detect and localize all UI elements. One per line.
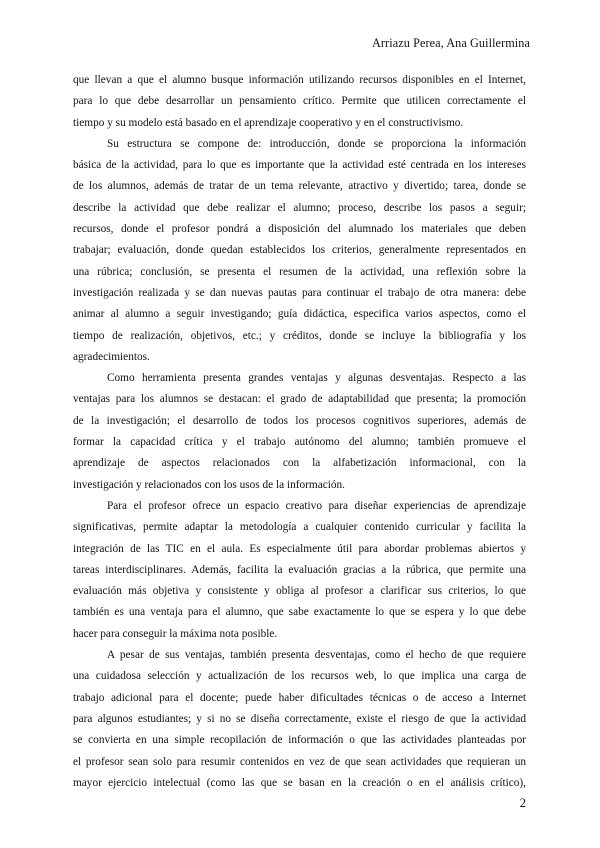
text-line: una rúbrica; conclusión, se presenta el resumen de la actividad, una reflexión sobre la	[73, 265, 526, 278]
text-line: mayor ejercicio intelectual (como las que se basan en la creación o en el análisis crítico),	[73, 776, 526, 789]
text-line: formar la capacidad crítica y el trabajo autónomo del alumno; también promueve el	[73, 436, 526, 449]
text-line: aprendizaje de aspectos relacionados con la alfabetización informacional, con la	[73, 457, 526, 470]
text-line: también es una ventaja para el alumno, que sabe exactamente lo que se espera y lo que debe	[73, 606, 526, 619]
text-line: para algunos estudiantes; y si no se diseña correctamente, existe el riesgo de que la actividad	[73, 712, 526, 725]
text-line: significativas, permite adaptar la metodología a cualquier contenido curricular y facilita la	[73, 521, 526, 534]
running-header-author: Arriazu Perea, Ana Guillermina	[372, 36, 530, 50]
paragraph	[73, 70, 526, 134]
body-text	[73, 70, 526, 794]
text-line: recursos, donde el profesor pondrá a disposición del alumnado los materiales que deben	[73, 223, 526, 236]
text-line: integración de las TIC en el aula. Es especialmente útil para abordar problemas abiertos y	[73, 542, 526, 555]
text-line: investigación realizada y se dan nuevas pautas para continuar el trabajo de otra manera: debe	[73, 286, 526, 299]
paragraph	[73, 645, 526, 794]
text-line: trabajo adicional para el docente; puede haber dificultades técnicas o de acceso a Internet	[73, 691, 526, 704]
text-line: animar al alumno a seguir investigando; guía didáctica, especifica varios aspectos, como el	[73, 308, 526, 321]
text-line: describe la actividad que debe realizar el alumno; proceso, describe los pasos a seguir;	[73, 201, 526, 214]
paragraph	[73, 134, 526, 368]
text-line: que llevan a que el alumno busque información utilizando recursos disponibles en el Internet,	[73, 74, 526, 86]
text-line: para lo que debe desarrollar un pensamiento crítico. Permite que utilicen correctamente el	[73, 95, 526, 108]
text-line: trabajar; evaluación, donde quedan establecidos los criterios, generalmente representados en	[73, 244, 526, 257]
text-line: tiempo y su modelo está basado en el aprendizaje cooperativo y en el constructivismo.	[73, 116, 464, 129]
paragraph	[73, 496, 526, 645]
text-line: tiempo de realización, objetivos, etc.; y créditos, donde se incluye la bibliografía y los	[73, 329, 526, 342]
text-line: ventajas para los alumnos se destacan: el grado de adaptabilidad que presenta; la promoción	[73, 393, 526, 406]
text-line: Para el profesor ofrece un espacio creativo para diseñar experiencias de aprendizaje	[107, 499, 526, 512]
text-line: el profesor sean solo para resumir contenidos en vez de que sean actividades que requieran un	[73, 755, 526, 768]
text-line: Como herramienta presenta grandes ventajas y algunas desventajas. Respecto a las	[107, 372, 526, 385]
text-line: Su estructura se compone de: introducción, donde se proporciona la información	[107, 137, 526, 150]
text-line: A pesar de sus ventajas, también presenta desventajas, como el hecho de que requiere	[107, 649, 526, 662]
text-line: una cuidadosa selección y actualización de los recursos web, lo que implica una carga de	[73, 670, 526, 683]
text-line: de los alumnos, además de tratar de un tema relevante, atractivo y divertido; tarea, donde se	[73, 180, 526, 193]
text-line: se convierta en una simple recopilación de información o que las actividades planteadas por	[73, 734, 526, 747]
text-line: agradecimientos.	[73, 350, 150, 363]
text-line: básica de la actividad, para lo que es importante que la actividad esté centrada en los intereses	[73, 159, 526, 172]
text-line: evaluación más objetiva y consistente y obliga al profesor a clarificar sus criterios, lo que	[73, 585, 526, 598]
text-line: hacer para conseguir la máxima nota posible.	[73, 627, 278, 640]
text-line: de la investigación; el desarrollo de todos los procesos cognitivos superiores, además de	[73, 414, 526, 427]
text-line: tareas interdisciplinares. Además, facilita la evaluación gracias a la rúbrica, que permite una	[73, 563, 526, 576]
page-number: 2	[519, 796, 526, 810]
paragraph	[73, 368, 526, 496]
text-line: investigación y relacionados con los usos de la información.	[73, 478, 345, 491]
